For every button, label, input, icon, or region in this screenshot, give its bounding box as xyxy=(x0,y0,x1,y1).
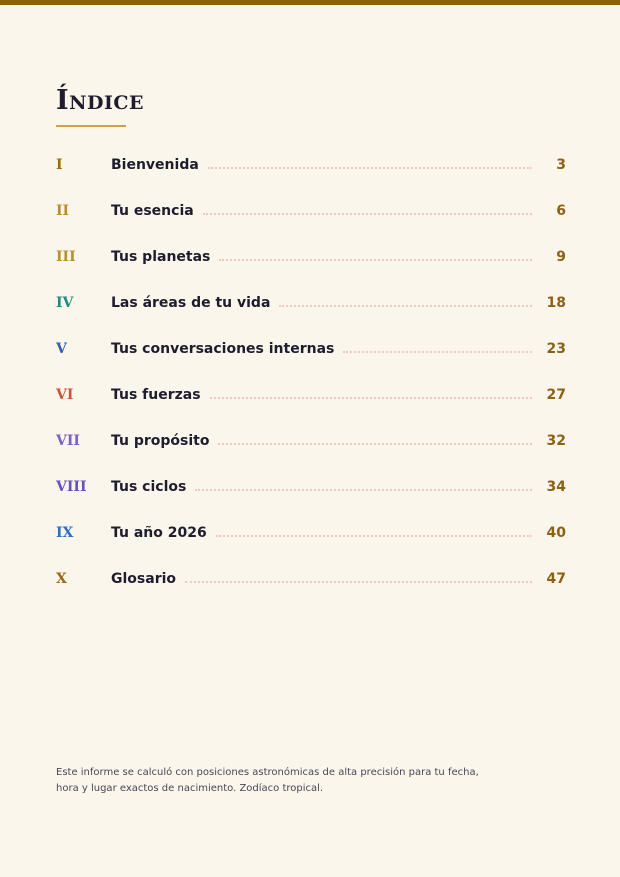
toc-entry-label: Tu propósito xyxy=(111,433,210,449)
toc-entry-numeral: V xyxy=(56,341,67,357)
footnote-line-1: Este informe se calculó con posiciones astronómicas de alta precisión para tu fecha, xyxy=(56,767,479,778)
toc-entry-label: Tus fuerzas xyxy=(111,387,201,403)
toc-entry[interactable] xyxy=(56,510,566,556)
toc-entry-page-number: 6 xyxy=(556,203,566,219)
toc-entry-numeral: IX xyxy=(56,525,74,541)
toc-entry[interactable] xyxy=(56,418,566,464)
toc-entry[interactable] xyxy=(56,372,566,418)
toc-dot-leader xyxy=(208,167,532,169)
toc-entry-page-number: 34 xyxy=(546,479,566,495)
top-accent-bar xyxy=(0,0,620,5)
toc-dot-leader xyxy=(185,581,532,583)
toc-dot-leader xyxy=(210,397,532,399)
toc-entry-numeral: VII xyxy=(56,433,80,449)
toc-entry-page-number: 9 xyxy=(556,249,566,265)
footnote-line-2: hora y lugar exactos de nacimiento. Zodíaco tropical. xyxy=(56,783,324,794)
toc-entry[interactable] xyxy=(56,464,566,510)
toc-entry-numeral: I xyxy=(56,157,63,173)
toc-entry-page-number: 40 xyxy=(546,525,566,541)
toc-entry-page-number: 27 xyxy=(546,387,566,403)
page-title: Índice xyxy=(56,85,144,116)
toc-entry-label: Bienvenida xyxy=(111,157,199,173)
toc-dot-leader xyxy=(216,535,532,537)
toc-entry-page-number: 47 xyxy=(546,571,566,587)
toc-entry[interactable] xyxy=(56,326,566,372)
toc-entry[interactable] xyxy=(56,234,566,280)
toc-dot-leader xyxy=(343,351,532,353)
toc-entry-numeral: X xyxy=(56,571,67,587)
toc-entry-page-number: 32 xyxy=(546,433,566,449)
toc-entry-label: Tu esencia xyxy=(111,203,194,219)
toc-entry-numeral: VIII xyxy=(56,479,87,495)
toc-entry-page-number: 3 xyxy=(556,157,566,173)
toc-dot-leader xyxy=(219,259,532,261)
toc-entry-numeral: IV xyxy=(56,295,74,311)
toc-entry[interactable] xyxy=(56,142,566,188)
toc-dot-leader xyxy=(218,443,532,445)
toc-dot-leader xyxy=(195,489,532,491)
toc-dot-leader xyxy=(279,305,532,307)
footnote xyxy=(56,765,496,797)
toc-dot-leader xyxy=(203,213,532,215)
toc-entry-label: Tus planetas xyxy=(111,249,211,265)
toc-entry[interactable] xyxy=(56,556,566,602)
toc-entry-numeral: II xyxy=(56,203,70,219)
toc-entry-numeral: III xyxy=(56,249,76,265)
toc-entry-numeral: VI xyxy=(56,387,74,403)
table-of-contents xyxy=(56,142,566,602)
toc-entry-label: Tus conversaciones internas xyxy=(111,341,335,357)
toc-entry-label: Las áreas de tu vida xyxy=(111,295,271,311)
title-underline xyxy=(56,125,126,127)
toc-entry-label: Tus ciclos xyxy=(111,479,187,495)
toc-entry-label: Glosario xyxy=(111,571,177,587)
toc-entry-page-number: 23 xyxy=(546,341,566,357)
toc-entry-label: Tu año 2026 xyxy=(111,525,207,541)
toc-entry[interactable] xyxy=(56,280,566,326)
toc-entry[interactable] xyxy=(56,188,566,234)
toc-entry-page-number: 18 xyxy=(546,295,566,311)
